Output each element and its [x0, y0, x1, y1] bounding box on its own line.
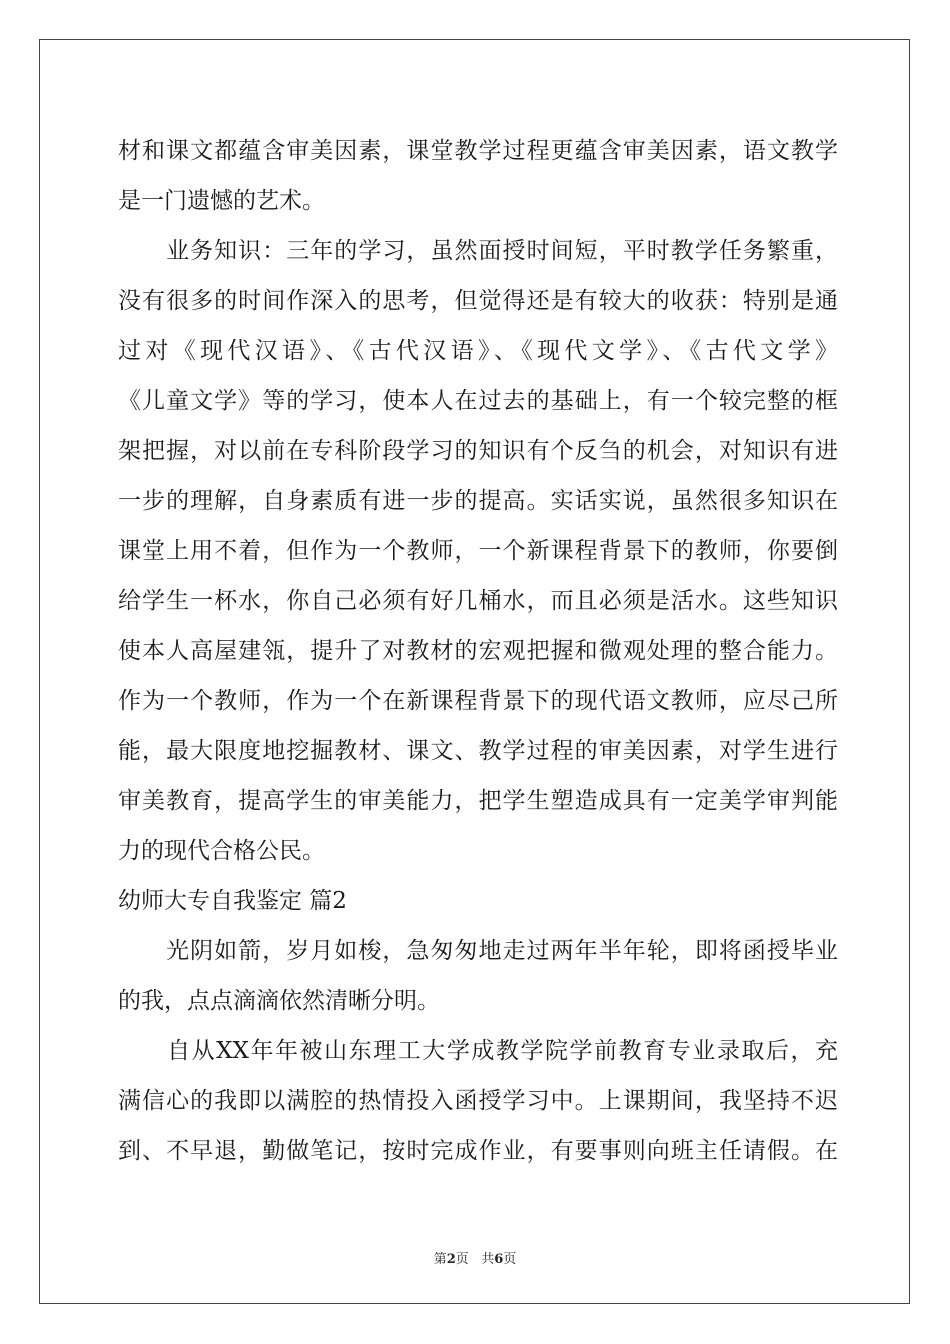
text-line: 到、不早退，勤做笔记，按时完成作业，有要事则向班主任请假。在 [118, 1138, 838, 1164]
total-pages: 6 [494, 1252, 504, 1267]
section-heading: 幼师大专自我鉴定 篇2 [118, 888, 347, 914]
page-number: 2 [446, 1252, 456, 1267]
text-line: 自从XX年年被山东理工大学成教学院学前教育专业录取后，充 [118, 1038, 838, 1064]
text-line: 光阴如箭，岁月如梭，急匆匆地走过两年半年轮，即将函授毕业 [118, 938, 838, 964]
page-suffix: 页 [455, 1252, 469, 1267]
text-line: 《儿童文学》等的学习，使本人在过去的基础上，有一个较完整的框 [118, 388, 838, 414]
text-line: 满信心的我即以满腔的热情投入函授学习中。上课期间，我坚持不迟 [118, 1088, 838, 1114]
text-line: 材和课文都蕴含审美因素，课堂教学过程更蕴含审美因素，语文教学 [118, 138, 838, 164]
document-body [118, 126, 838, 1176]
text-line: 过对《现代汉语》、《古代汉语》、《现代文学》、《古代文学》 [118, 338, 838, 364]
page-prefix: 第 [433, 1252, 447, 1267]
text-line: 业务知识：三年的学习，虽然面授时间短，平时教学任务繁重， [118, 238, 838, 264]
text-line: 没有很多的时间作深入的思考，但觉得还是有较大的收获：特别是通 [118, 288, 838, 314]
text-line: 的我，点点滴滴依然清晰分明。 [118, 988, 440, 1014]
text-line: 课堂上用不着，但作为一个教师，一个新课程背景下的教师，你要倒 [118, 538, 838, 564]
total-suffix: 页 [503, 1252, 517, 1267]
text-line: 审美教育，提高学生的审美能力，把学生塑造成具有一定美学审判能 [118, 788, 838, 814]
text-line: 作为一个教师，作为一个在新课程背景下的现代语文教师，应尽己所 [118, 688, 838, 714]
text-line: 架把握，对以前在专科阶段学习的知识有个反刍的机会，对知识有进 [118, 438, 838, 464]
text-line: 能，最大限度地挖掘教材、课文、教学过程的审美因素，对学生进行 [118, 738, 838, 764]
total-prefix: 共 [481, 1252, 495, 1267]
text-line: 使本人高屋建瓴，提升了对教材的宏观把握和微观处理的整合能力。 [118, 638, 838, 664]
text-line: 给学生一杯水，你自己必须有好几桶水，而且必须是活水。这些知识 [118, 588, 838, 614]
text-line: 力的现代合格公民。 [118, 838, 325, 864]
text-line: 是一门遗憾的艺术。 [118, 188, 325, 214]
page-footer [0, 1248, 950, 1267]
text-line: 一步的理解，自身素质有进一步的提高。实话实说，虽然很多知识在 [118, 488, 838, 514]
